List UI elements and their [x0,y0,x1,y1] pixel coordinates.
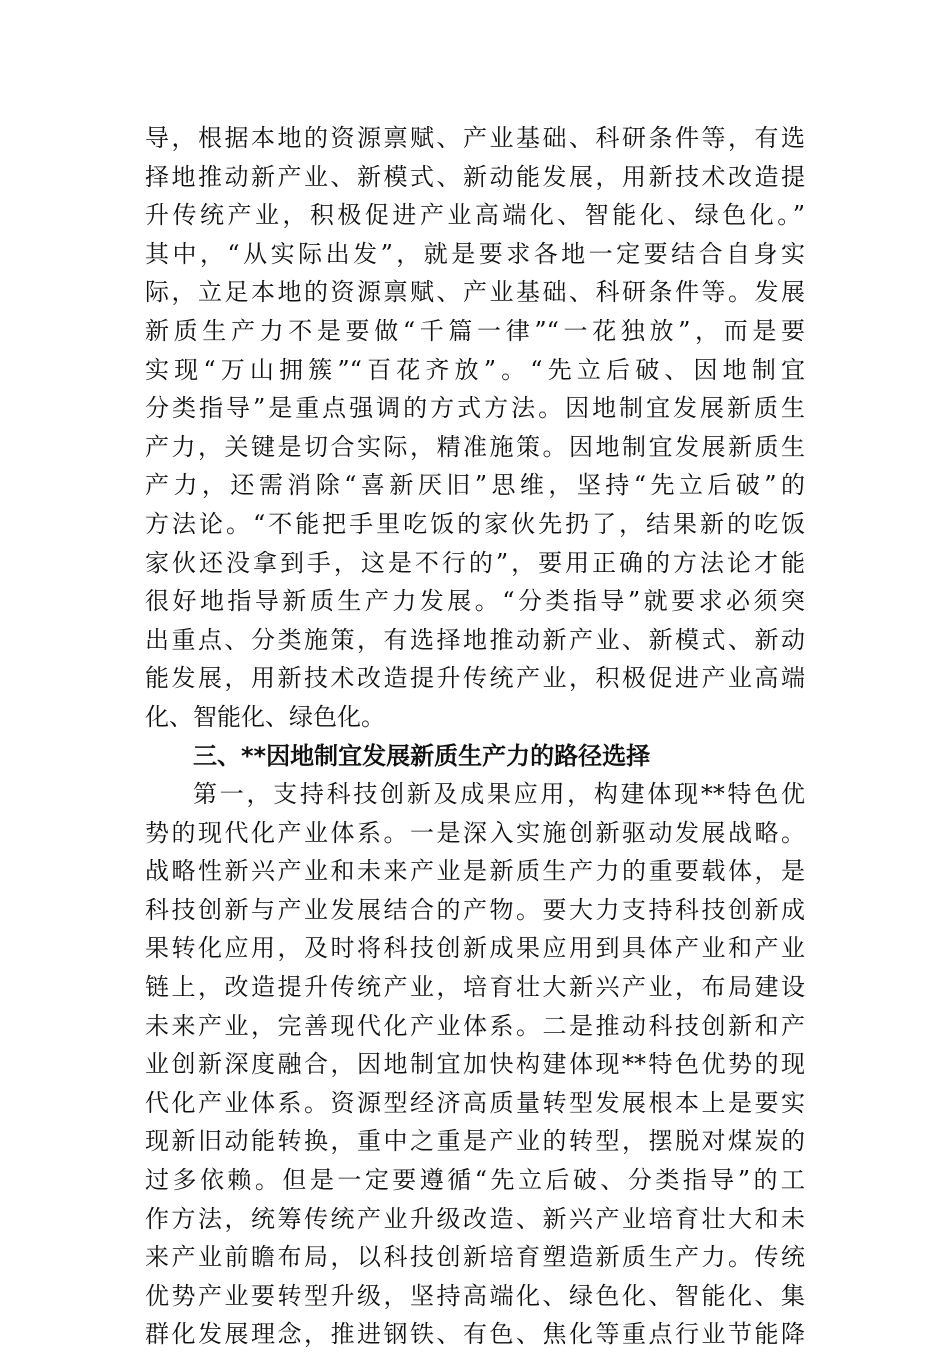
section-heading: 三、**因地制宜发展新质生产力的路径选择 [193,741,651,770]
text-line: 升传统产业，积极促进产业高端化、智能化、绿色化。” [145,201,805,230]
text-line: 出重点、分类施策，有选择地推动新产业、新模式、新动 [145,625,805,654]
text-line: 未来产业，完善现代化产业体系。二是推动科技创新和产 [145,1011,805,1040]
text-line: 战略性新兴产业和未来产业是新质生产力的重要载体，是 [145,857,805,886]
text-line: 代化产业体系。资源型经济高质量转型发展根本上是要实 [145,1088,805,1117]
text-line: 产力，关键是切合实际，精准施策。因地制宜发展新质生 [145,432,805,461]
text-line: 其中，“从实际出发”，就是要求各地一定要结合自身实 [145,239,805,268]
text-line: 产力，还需消除“喜新厌旧”思维，坚持“先立后破”的 [145,471,805,500]
document-body [145,119,805,1354]
paragraph-end-line: 化、智能化、绿色化。 [145,702,385,731]
text-line: 导，根据本地的资源禀赋、产业基础、科研条件等，有选 [145,124,805,152]
text-line: 势的现代化产业体系。一是深入实施创新驱动发展战略。 [145,818,805,847]
text-line: 群化发展理念，推进钢铁、有色、焦化等重点行业节能降 [145,1320,805,1349]
text-line: 很好地指导新质生产力发展。“分类指导”就要求必须突 [145,587,805,616]
text-line: 作方法，统筹传统产业升级改造、新兴产业培育壮大和未 [145,1204,805,1233]
text-line: 能发展，用新技术改造提升传统产业，积极促进产业高端 [145,664,805,693]
text-line: 现新旧动能转换，重中之重是产业的转型，摆脱对煤炭的 [145,1127,805,1156]
text-line: 择地推动新产业、新模式、新动能发展，用新技术改造提 [145,162,805,191]
text-line: 来产业前瞻布局，以科技创新培育塑造新质生产力。传统 [145,1243,805,1272]
paragraph-first-line: 第一，支持科技创新及成果应用，构建体现**特色优 [193,780,805,809]
text-line: 果转化应用，及时将科技创新成果应用到具体产业和产业 [145,934,805,963]
text-line: 链上，改造提升传统产业，培育壮大新兴产业，布局建设 [145,973,805,1002]
text-line: 业创新深度融合，因地制宜加快构建体现**特色优势的现 [145,1050,805,1079]
text-line: 际，立足本地的资源禀赋、产业基础、科研条件等。发展 [145,278,805,307]
text-line: 方法论。“不能把手里吃饭的家伙先扔了，结果新的吃饭 [145,509,805,538]
text-line: 分类指导”是重点强调的方式方法。因地制宜发展新质生 [145,394,805,423]
text-line: 科技创新与产业发展结合的产物。要大力支持科技创新成 [145,895,805,924]
text-line: 过多依赖。但是一定要遵循“先立后破、分类指导”的工 [145,1166,805,1195]
text-line: 优势产业要转型升级，坚持高端化、绿色化、智能化、集 [145,1281,805,1310]
text-line: 实现“万山拥簇”“百花齐放”。“先立后破、因地制宜 [145,355,805,384]
text-line: 家伙还没拿到手，这是不行的”，要用正确的方法论才能 [145,548,805,577]
text-line: 新质生产力不是要做“千篇一律”“一花独放”，而是要 [145,316,805,345]
